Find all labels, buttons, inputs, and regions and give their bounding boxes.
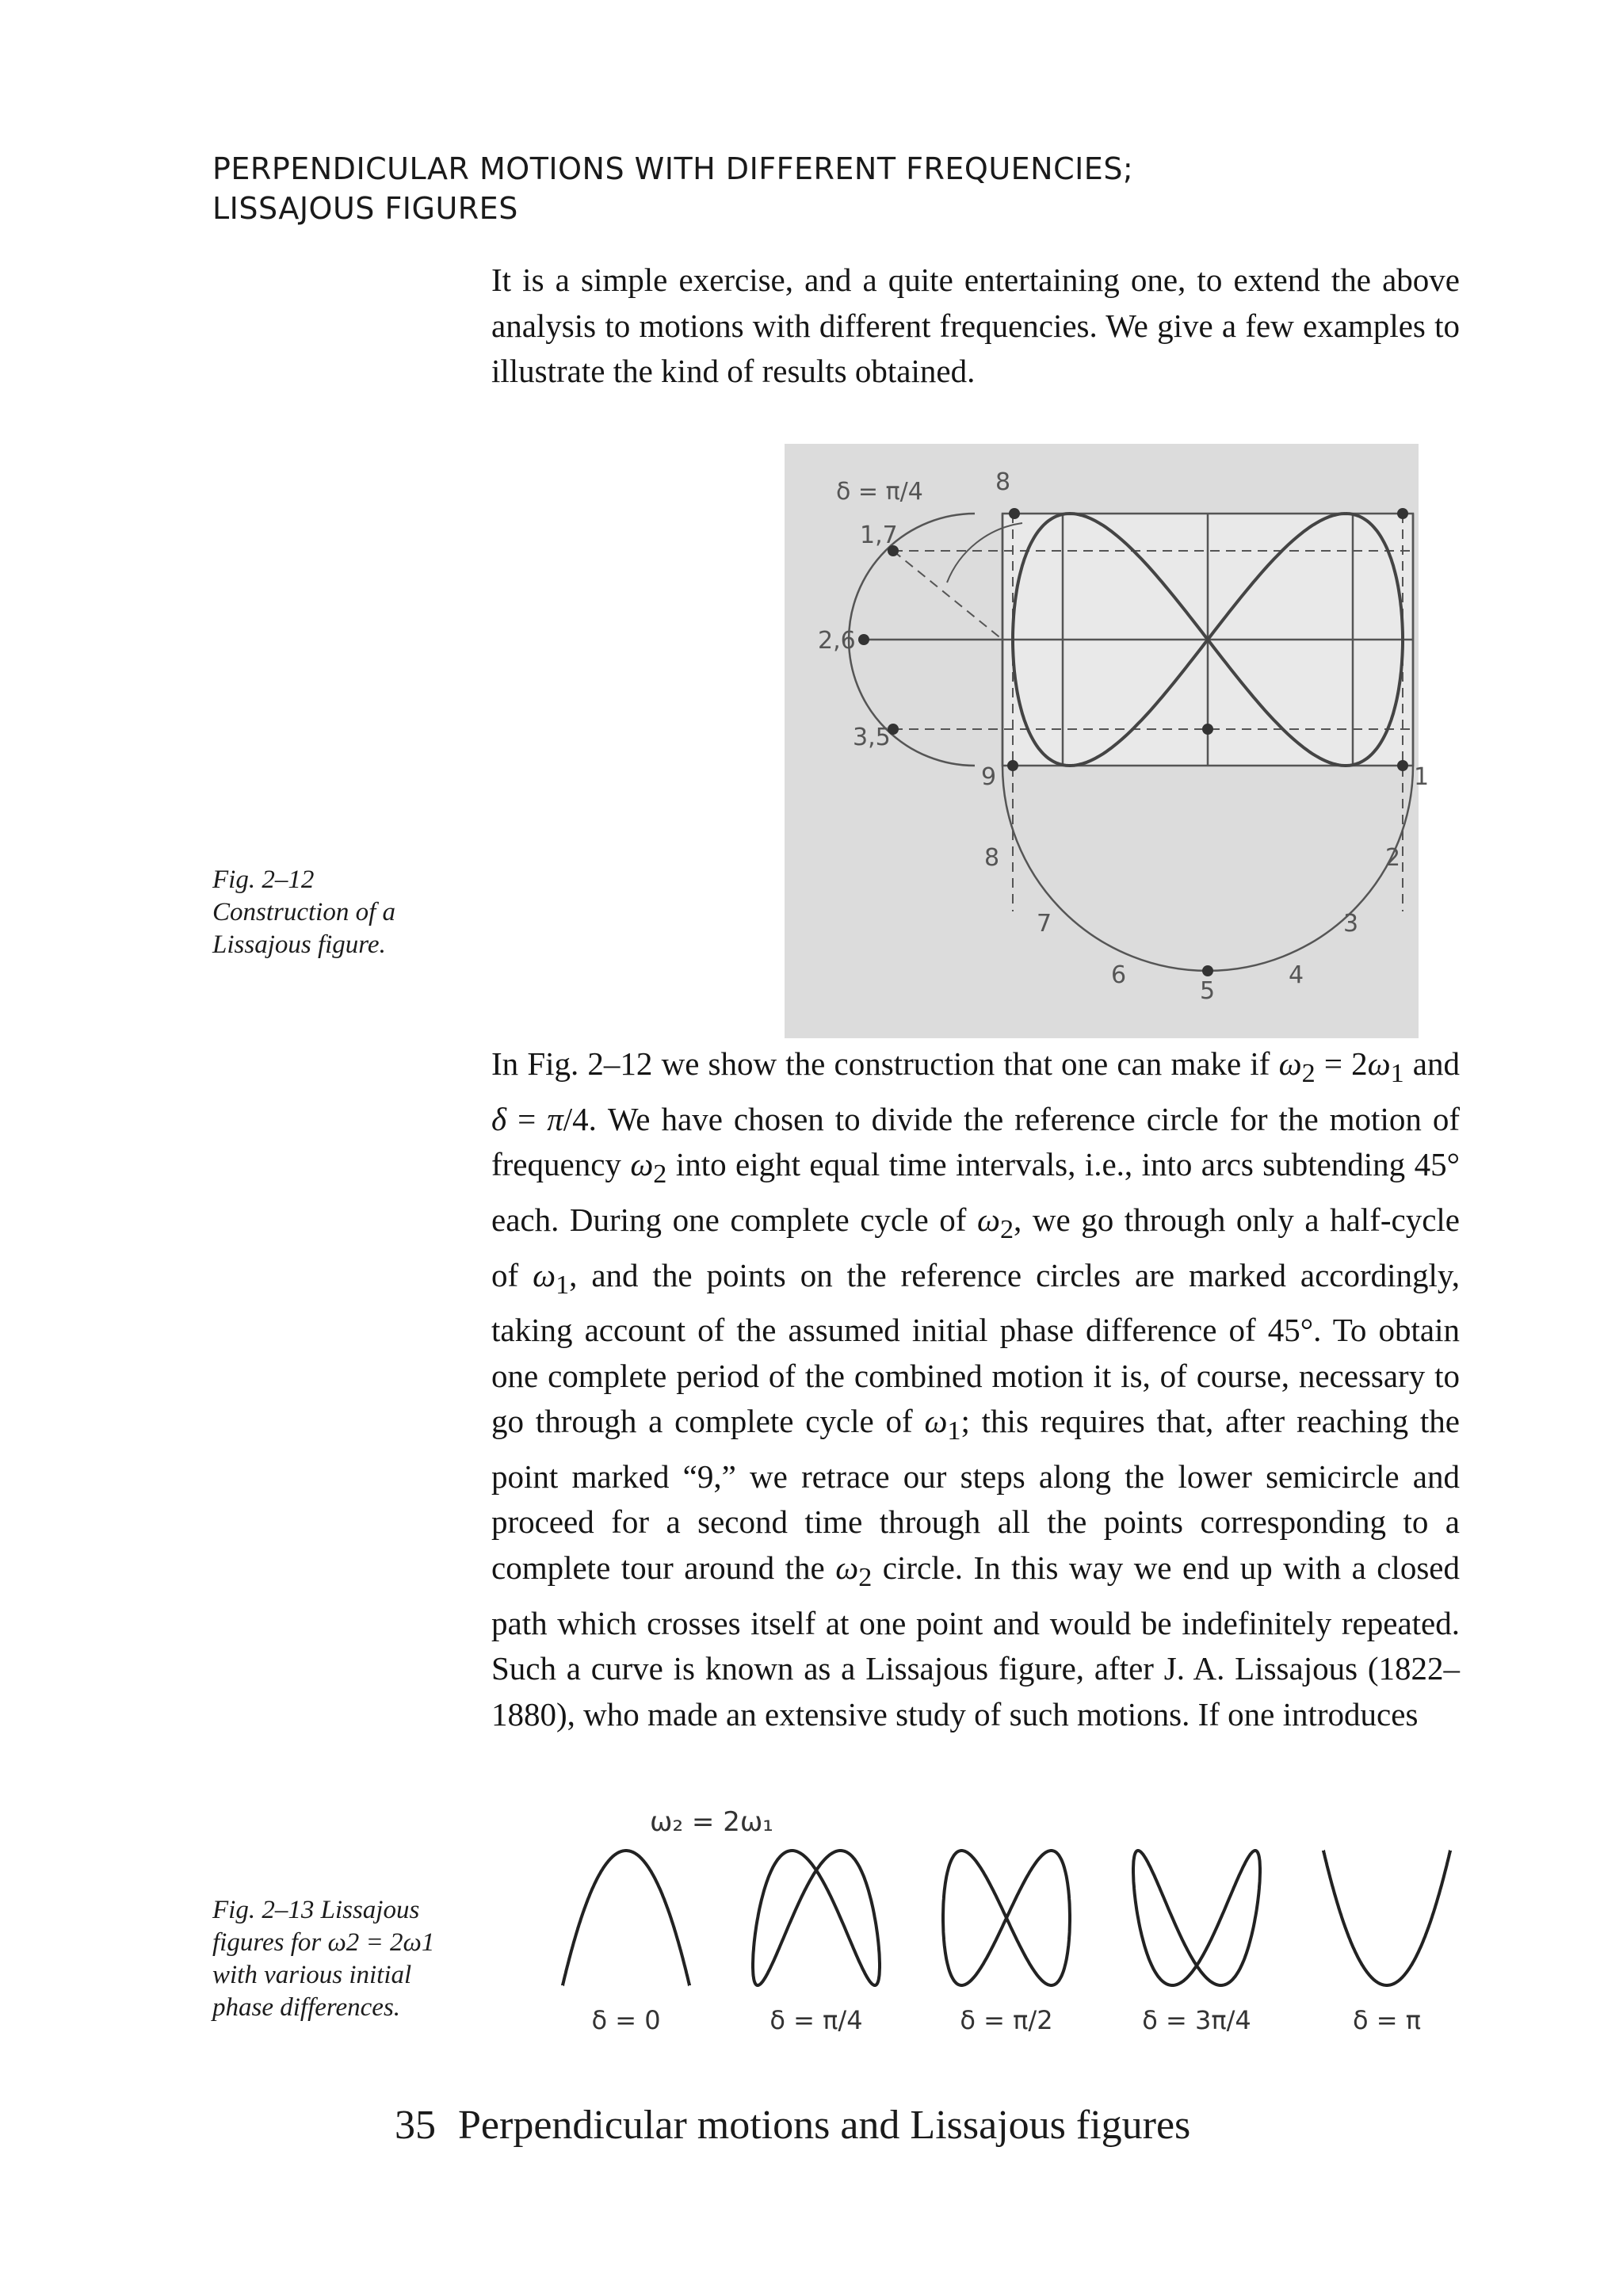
page-number: 35 (395, 2103, 436, 2148)
subscript: 2 (999, 1215, 1014, 1245)
label-4: 4 (1289, 961, 1304, 989)
figure-2-12-construction (785, 444, 1430, 1038)
label-3: 3 (1343, 910, 1359, 938)
text-run: and (1403, 1045, 1461, 1082)
point-2-6 (858, 634, 869, 645)
lissajous-curve-4 (1323, 1851, 1450, 1985)
omega-symbol: ω (924, 1403, 948, 1440)
text-run: into eight equal time intervals, i.e., into arcs subtending 45° each. During one complete cycle of (491, 1146, 1460, 1238)
phase-label-1: δ = π/4 (769, 2005, 863, 2035)
text-run: circle. In this way we end up with a closed path which crosses itself at one point and would be indefinitely repeated. Such a curve is known as a Lissajous figure, after J. A. Lissajous (1822–1880), who made an extensive study of such motions. If one introduces (491, 1549, 1460, 1733)
subscript: 2 (1301, 1059, 1316, 1089)
label-2-6: 2,6 (818, 627, 856, 655)
phase-label-2: δ = π/2 (960, 2005, 1053, 2035)
intro-paragraph: It is a simple exercise, and a quite entertaining one, to extend the above analysis to motions with different frequencies. We give a few examples to illustrate the kind of results obtained. (491, 262, 1460, 389)
text-run: , and the points on the reference circles are marked accordingly, taking account of the assumed initial phase difference of 45°. To obtain one complete period of the combined motion it is, of course, necessary to go through a complete cycle of (491, 1256, 1461, 1440)
section-heading-line-1: PERPENDICULAR MOTIONS WITH DIFFERENT FREQUENCIES; (212, 151, 1134, 186)
omega-symbol: ω (835, 1549, 859, 1586)
subscript: 1 (947, 1416, 961, 1446)
figure-2-13-lissajous-series (523, 1799, 1474, 2037)
text-run: /4. We have chosen to divide the reference circle for the motion of frequency (491, 1100, 1460, 1183)
text-run: , we go through only a half-cycle of (491, 1201, 1460, 1293)
phase-labels (591, 2005, 1421, 2035)
text-run: ; this requires that, after reaching the point marked “9,” we retrace our steps along the lower semicircle and proceed for a second time through all the points corresponding to a complete tour around the (491, 1403, 1460, 1586)
figure-2-13-caption: Fig. 2–13 Lissajous figures for ω2 = 2ω1 with various initial phase differences. (212, 1896, 435, 2022)
point-crossing (1202, 724, 1213, 735)
label-1-7: 1,7 (860, 521, 898, 549)
label-7: 7 (1037, 910, 1052, 938)
text-run: = (506, 1100, 548, 1137)
phase-label-3: δ = 3π/4 (1142, 2005, 1251, 2035)
figure-2-13-title: ω₂ = 2ω₁ (650, 1806, 773, 1838)
point-9 (1007, 760, 1018, 771)
delta-symbol: δ (491, 1100, 507, 1137)
subscript: 2 (858, 1563, 873, 1593)
running-title: Perpendicular motions and Lissajous figures (458, 2103, 1191, 2148)
point-top-right (1397, 508, 1408, 519)
label-9: 9 (981, 763, 997, 791)
label-delta: δ = π/4 (836, 478, 923, 506)
omega-symbol: ω (1278, 1045, 1302, 1082)
text-run: = 2 (1315, 1045, 1368, 1082)
label-5: 5 (1200, 977, 1216, 1005)
subscript: 1 (1390, 1059, 1404, 1089)
phase-label-4: δ = π (1353, 2005, 1421, 2035)
label-2: 2 (1385, 844, 1401, 872)
section-heading (212, 149, 1449, 228)
label-1: 1 (1414, 763, 1430, 791)
figure-2-12-caption: Fig. 2–12 Construction of a Lissajous figure. (212, 865, 396, 959)
page-footer (395, 2100, 1190, 2151)
phase-label-0: δ = 0 (591, 2005, 661, 2035)
pi-symbol: π (547, 1100, 563, 1137)
subscript: 2 (653, 1159, 667, 1190)
subscript: 1 (556, 1270, 570, 1300)
label-8-top: 8 (995, 468, 1011, 496)
label-6: 6 (1111, 961, 1127, 989)
lissajous-curve-3 (1133, 1851, 1260, 1985)
text-run: In Fig. 2–12 we show the construction that one can make if (491, 1045, 1279, 1082)
section-heading-line-2: LISSAJOUS FIGURES (212, 191, 518, 226)
explanation-paragraph (491, 1041, 1460, 1737)
omega-symbol: ω (533, 1256, 556, 1293)
point-5 (1202, 965, 1213, 976)
omega-symbol: ω (977, 1201, 1000, 1238)
label-3-5: 3,5 (853, 724, 891, 751)
lissajous-curve-1 (753, 1851, 880, 1985)
label-8: 8 (984, 844, 1000, 872)
point-1 (1397, 760, 1408, 771)
lissajous-curve-0 (563, 1851, 689, 1985)
point-8-top (1009, 508, 1020, 519)
lissajous-curves (563, 1851, 1450, 1985)
lissajous-curve-2 (943, 1851, 1070, 1985)
omega-symbol: ω (1367, 1045, 1391, 1082)
omega-symbol: ω (630, 1146, 654, 1183)
